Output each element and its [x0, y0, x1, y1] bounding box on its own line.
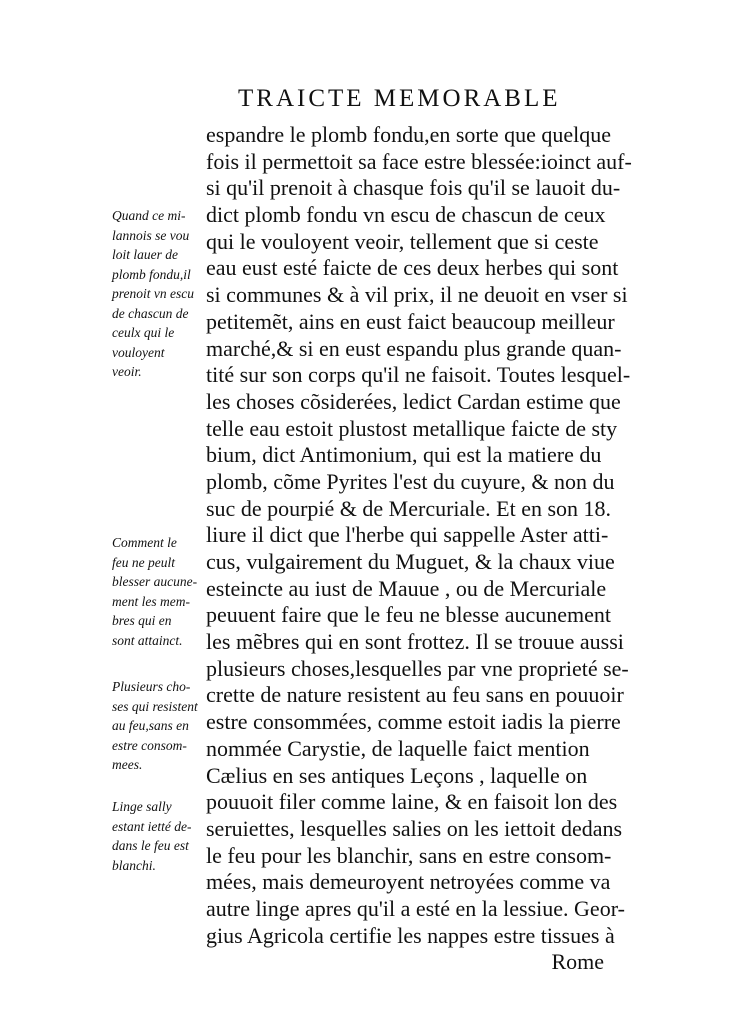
text-line: peuuent faire que le feu ne blesse aucunement [206, 602, 611, 628]
text-line: espandre le plomb fondu,en sorte que quelque [206, 122, 612, 147]
margin-note-line: veoir. [112, 364, 142, 379]
margin-note-line: estant ietté de- [112, 818, 192, 834]
text-line: qui le vouloyent veoir, tellement que si ceste [206, 228, 599, 254]
text-line: autre linge apres qu'il a esté en la lessiue. Geor- [206, 895, 625, 921]
margin-note-line: sont attainct. [112, 632, 183, 648]
text-line: suc de pourpié & de Mercuriale. Et en son 18. [206, 495, 612, 521]
text-line: bium, dict Antimonium, qui est la matiere du [206, 442, 602, 468]
margin-note-line: bres qui en [112, 613, 172, 628]
text-line: pouuoit filer comme laine, & en faisoit lon des [206, 789, 618, 815]
text-line: cus, vulgairement du Muguet, & la chaux viue [206, 549, 615, 574]
text-line: estre consommées, comme estoit iadis la pierre [206, 709, 621, 735]
margin-note-line: vouloyent [112, 344, 165, 360]
text-line: dict plomb fondu vn escu de chascun de ceux [206, 202, 606, 228]
text-line: le feu pour les blanchir, sans en estre consom- [206, 842, 612, 868]
margin-note-line: prenoit vn escu [112, 286, 194, 301]
margin-note-line: ses qui resistent [112, 698, 198, 714]
margin-note [112, 206, 208, 382]
text-line: les mẽbres qui en sont frottez. Il se trouue aussi [206, 629, 624, 655]
margin-note-line: de chascun de [112, 305, 189, 321]
catchword: Rome [551, 949, 604, 975]
margin-note [112, 533, 208, 650]
margin-note-line: lannois se vou [112, 227, 190, 243]
text-line: liure il dict que l'herbe qui sappelle Aster atti- [206, 522, 609, 548]
text-line: mées, mais demeuroyent netroyées comme va [206, 869, 611, 895]
margin-note-line: Linge sally [112, 799, 172, 814]
margin-note-line: plomb fondu,il [112, 266, 191, 282]
margin-note-line: estre consom- [112, 737, 187, 753]
margin-note-line: mees. [112, 757, 143, 772]
margin-note-line: dans le feu est [112, 838, 189, 853]
text-line: esteincte au iust de Mauue , ou de Mercuriale [206, 575, 607, 601]
text-line: si communes & à vil prix, il ne deuoit en vser si [206, 282, 628, 308]
text-line: tité sur son corps qu'il ne faisoit. Toutes lesquel- [206, 362, 631, 388]
running-head: TRAICTE MEMORABLE [238, 85, 561, 112]
text-line: marché,& si en eust espandu plus grande quan- [206, 335, 622, 361]
text-line: fois il permettoit sa face estre blessée:ioinct auf- [206, 148, 632, 174]
margin-note [112, 797, 208, 875]
text-line: crette de nature resistent au feu sans en pouuoir [206, 682, 624, 708]
margin-note-line: blesser aucune- [112, 574, 198, 589]
text-line: plusieurs choses,lesquelles par vne proprieté se- [206, 655, 629, 681]
margin-note-line: Quand ce mi- [112, 208, 186, 223]
text-line: eau eust esté faicte de ces deux herbes qui sont [206, 255, 619, 281]
text-line: gius Agricola certifie les nappes estre tissues à [206, 922, 615, 948]
text-line: petitemẽt, ains en eust faict beaucoup meilleur [206, 308, 615, 334]
text-line: les choses cõsiderées, ledict Cardan estime que [206, 388, 621, 414]
main-text-block [206, 122, 632, 976]
margin-note-line: blanchi. [112, 857, 156, 873]
margin-note-line: ment les mem- [112, 593, 190, 609]
text-line: nommée Carystie, de laquelle faict mention [206, 735, 590, 761]
text-line: seruiettes, lesquelles salies on les iettoit dedans [206, 815, 623, 841]
margin-note-line: au feu,sans en [112, 718, 189, 733]
text-line: plomb, cõme Pyrites l'est du cuyure, & non du [206, 468, 615, 494]
margin-note-line: feu ne peult [112, 554, 175, 570]
text-line: Cælius en ses antiques Leçons , laquelle on [206, 762, 588, 788]
margin-note-line: Comment le [112, 535, 177, 550]
margin-note-line: Plusieurs cho- [112, 679, 191, 694]
text-line: telle eau estoit plustost metallique faicte de sty [206, 415, 618, 441]
text-line: si qu'il prenoit à chasque fois qu'il se lauoit du- [206, 175, 621, 201]
margin-note-line: ceulx qui le [112, 325, 175, 340]
margin-note-line: loit lauer de [112, 247, 178, 262]
margin-note [112, 677, 208, 775]
